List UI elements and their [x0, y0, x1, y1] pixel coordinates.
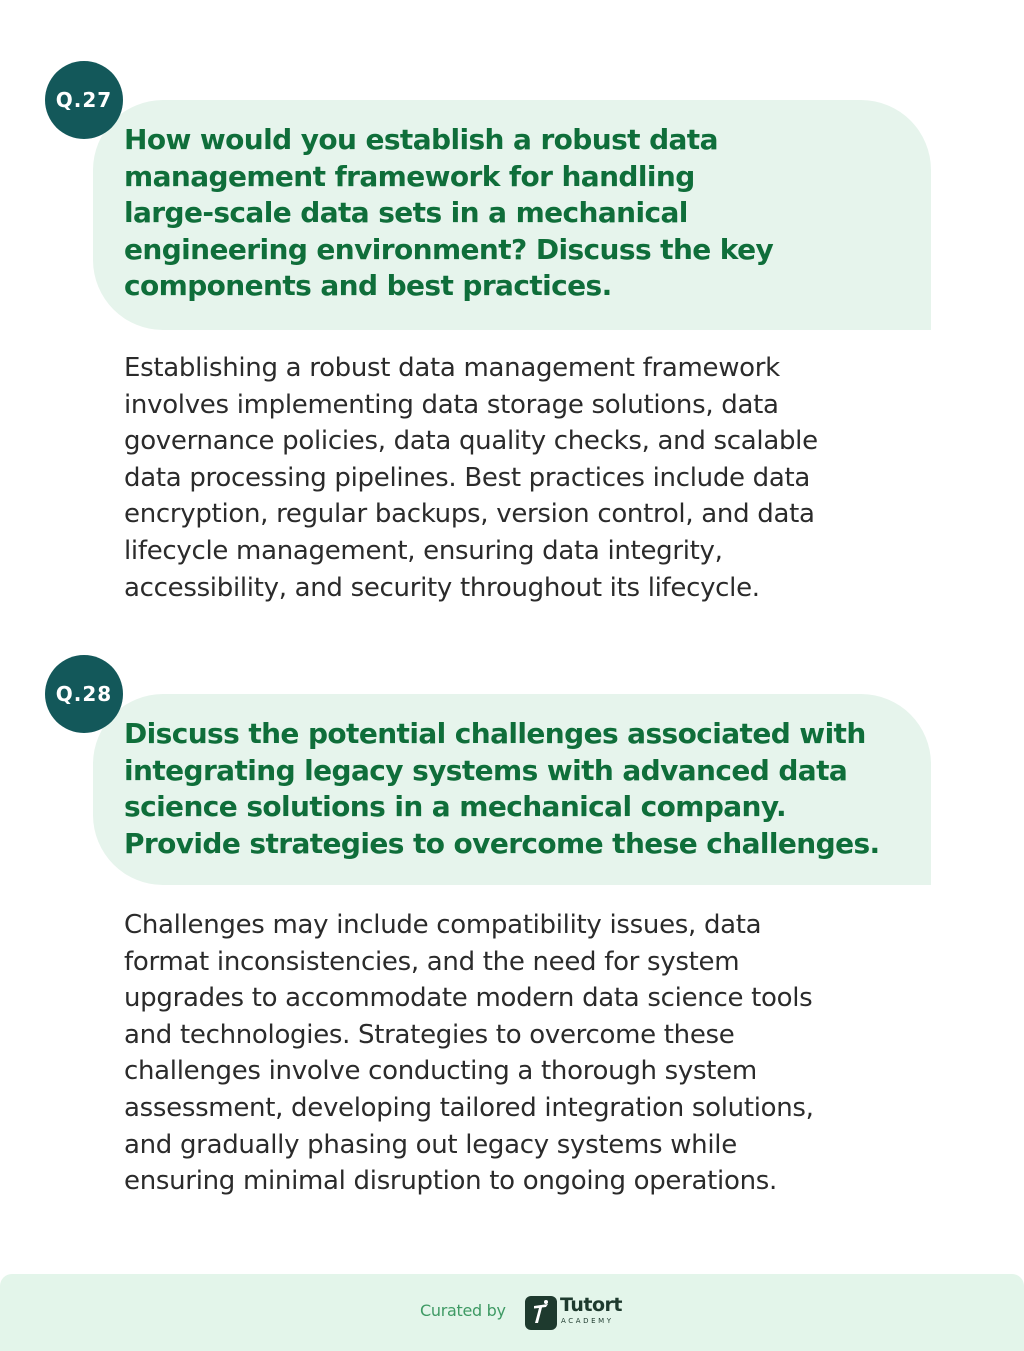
curated-by-label: Curated by	[420, 1301, 506, 1320]
tutort-logo-icon	[525, 1296, 557, 1330]
answer-text: Establishing a robust data management framework involves implementing data storage solutions, data governance policies, data quality checks, and scalable data processing pipelines. Best practices include data encryption, regular backups, version control, and data lifecycle management, ensuring data integrity, accessibility, and security throughout its lifecycle.	[124, 353, 818, 603]
footer	[0, 1274, 1024, 1351]
question-text: Discuss the potential challenges associated with integrating legacy systems with advanced data science solutions in a mechanical company. Provide strategies to overcome these challenges.	[124, 717, 880, 860]
brand-name: Tutort	[560, 1294, 622, 1316]
question-number-badge: Q.27	[45, 61, 123, 139]
answer-text: Challenges may include compatibility issues, data format inconsistencies, and the need for system upgrades to accommodate modern data science tools and technologies. Strategies to overcome these challenges involve conducting a thorough system assessment, developing tailored integration solutions, and gradually phasing out legacy systems while ensuring minimal disruption to ongoing operations.	[124, 910, 814, 1197]
question-number-badge: Q.28	[45, 655, 123, 733]
brand-subtitle: ACADEMY	[561, 1317, 614, 1325]
question-text: How would you establish a robust data management framework for handling large-scale data sets in a mechanical engineering environment? Discuss the key components and best practices.	[124, 123, 774, 303]
